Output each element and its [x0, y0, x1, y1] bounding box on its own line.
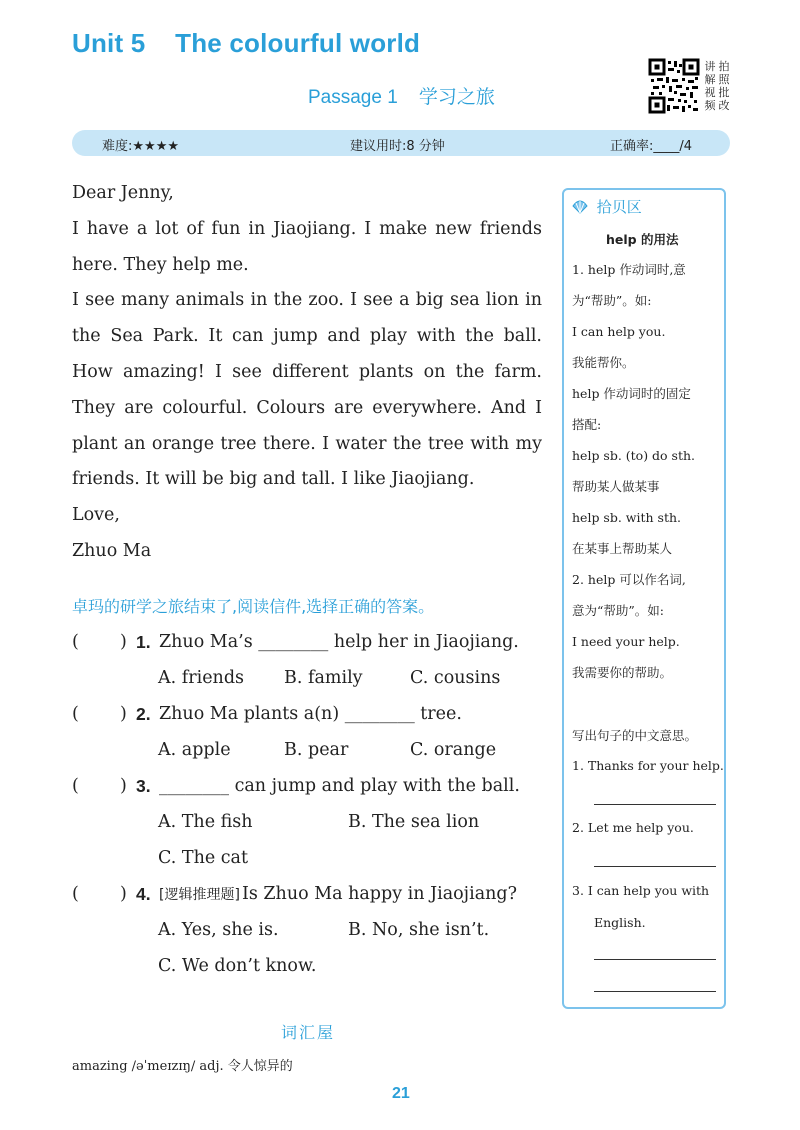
q3-option-b[interactable]: B. The sea lion [348, 812, 480, 832]
page-number: 21 [392, 1085, 410, 1102]
translation-sentence-3: 3. I can help you with [572, 883, 710, 898]
sidebar-line: I need your help. [572, 634, 680, 649]
q4-option-a[interactable]: A. Yes, she is. [158, 920, 279, 940]
answer-paren-close: ) [120, 632, 127, 652]
shell-icon [572, 198, 593, 216]
usage-title: help 的用法 [606, 232, 679, 247]
q4-option-c[interactable]: C. We don’t know. [158, 956, 317, 976]
exercise-title: 写出句子的中文意思。 [572, 728, 698, 743]
difficulty-rating: 难度:★★★★ [102, 139, 179, 154]
question-text: ________ can jump and play with the ball. [159, 776, 520, 796]
answer-paren-open: ( [72, 632, 79, 652]
answer-line-1[interactable] [594, 804, 716, 805]
sidebar-line: 意为“帮助”。如: [572, 603, 664, 618]
accuracy-field: 正确率:____/4 [610, 139, 693, 154]
translation-sentence-2: 2. Let me help you. [572, 820, 694, 835]
info-bar [72, 130, 730, 156]
sidebar-line: 搭配: [572, 417, 602, 432]
sidebar-line: 2. help 可以作名词, [572, 572, 686, 587]
question-text: Zhuo Ma plants a(n) ________ tree. [159, 704, 462, 724]
answer-paren-open: ( [72, 884, 79, 904]
answer-line-2[interactable] [594, 866, 716, 867]
letter-passage [72, 176, 542, 570]
qr-label-column-2: 拍 照 批 改 [718, 60, 730, 112]
question-number: 3. [136, 776, 151, 796]
q4-option-b[interactable]: B. No, she isn’t. [348, 920, 490, 940]
passage-title: Passage 1 学习之旅 [308, 87, 495, 108]
q1-option-a[interactable]: A. friends [158, 668, 245, 688]
sidebar-line: 在某事上帮助某人 [572, 541, 673, 556]
sidebar-line: I can help you. [572, 324, 666, 339]
unit-title: Unit 5 The colourful world [72, 28, 421, 58]
letter-signature: Zhuo Ma [72, 540, 152, 561]
sidebar-line: 帮助某人做某事 [572, 479, 660, 494]
sidebar-line: help sb. with sth. [572, 510, 681, 525]
question-number: 4. [136, 884, 151, 904]
exercise-instruction: 卓玛的研学之旅结束了,阅读信件,选择正确的答案。 [72, 597, 435, 616]
answer-line-3b[interactable] [594, 991, 716, 992]
answer-paren-open: ( [72, 776, 79, 796]
qr-code-block[interactable] [648, 58, 734, 114]
sidebar-line: 为“帮助”。如: [572, 293, 652, 308]
q1-option-b[interactable]: B. family [284, 668, 363, 688]
sidebar-line: 我能帮你。 [572, 355, 635, 370]
q3-option-c[interactable]: C. The cat [158, 848, 249, 868]
answer-paren-close: ) [120, 704, 127, 724]
translation-sentence-1: 1. Thanks for your help. [572, 758, 724, 773]
sidebar-line: help 作动词时的固定 [572, 386, 691, 401]
q3-option-a[interactable]: A. The fish [158, 812, 253, 832]
sidebar-line: 1. help 作动词时,意 [572, 262, 686, 277]
q1-option-c[interactable]: C. cousins [410, 668, 501, 688]
sidebar-line: help sb. (to) do sth. [572, 448, 696, 463]
suggested-time: 建议用时:8 分钟 [350, 139, 445, 154]
question-text: Zhuo Ma’s ________ help her in Jiaojiang. [159, 632, 519, 652]
q2-option-a[interactable]: A. apple [158, 740, 231, 760]
answer-paren-open: ( [72, 704, 79, 724]
answer-paren-close: ) [120, 776, 127, 796]
letter-closing: Love, [72, 505, 120, 526]
q2-option-b[interactable]: B. pear [284, 740, 349, 760]
answer-line-3a[interactable] [594, 959, 716, 960]
logic-reasoning-tag: [逻辑推理题] [159, 887, 240, 903]
vocab-entry: amazing /əˈmeɪzɪŋ/ adj. 令人惊异的 [72, 1059, 293, 1074]
vocab-title: 词汇屋 [281, 1023, 336, 1042]
question-text: Is Zhuo Ma happy in Jiaojiang? [241, 884, 517, 904]
sidebar-header: 拾贝区 [572, 196, 642, 217]
qr-label-column-1: 讲 解 视 频 [704, 60, 716, 112]
translation-sentence-3-cont: English. [594, 915, 646, 930]
sidebar-line: 我需要你的帮助。 [572, 665, 673, 680]
letter-greeting: Dear Jenny, [72, 183, 174, 203]
sidebar-tips-box [562, 188, 726, 1009]
question-number: 2. [136, 704, 151, 724]
letter-paragraph-1: I have a lot of fun in Jiaojiang. I make new friends here. They help me. [72, 218, 542, 275]
q2-option-c[interactable]: C. orange [410, 740, 497, 760]
letter-paragraph-2: I see many animals in the zoo. I see a big sea lion in the Sea Park. It can jump and play with the ball. How amazing! I see different plants on the farm. They are colourful. Colours are everywhere. And I plant an orange tree there. I water the tree with my friends. It will be big and tall. I like Jiaojiang. [72, 290, 542, 490]
answer-paren-close: ) [120, 884, 127, 904]
question-number: 1. [136, 632, 151, 652]
qr-code-icon[interactable] [648, 58, 700, 114]
